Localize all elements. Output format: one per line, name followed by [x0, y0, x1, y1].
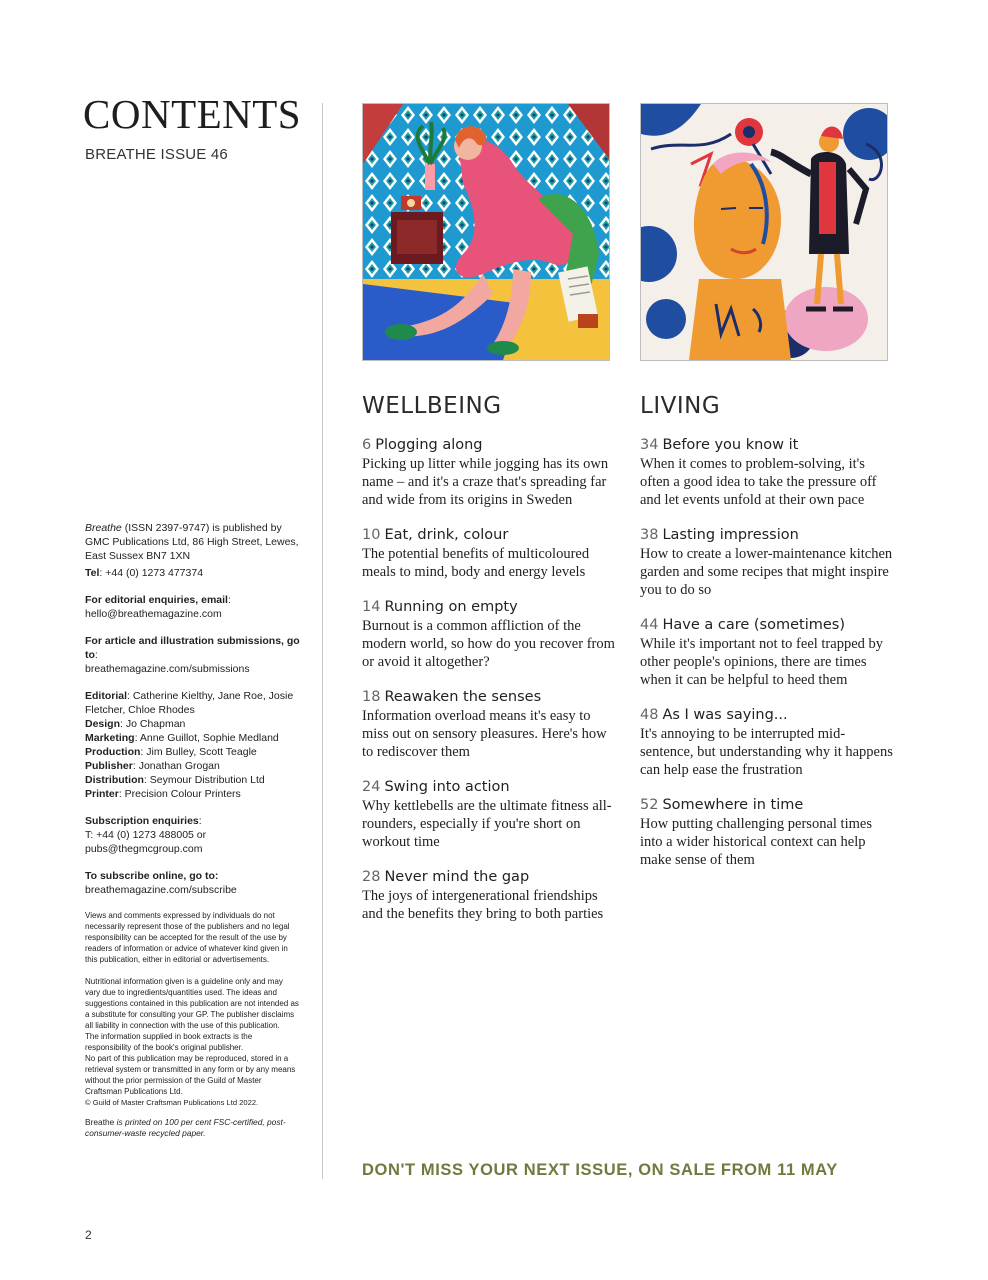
- contents-entry[interactable]: [640, 526, 895, 599]
- entry-description: Picking up litter while jogging has its own name – and it's a craze that's spreading far and wide from its origins in Sweden: [362, 456, 609, 508]
- reclining-woman-illustration: [363, 104, 609, 360]
- staff-names: : Seymour Distribution Ltd: [143, 774, 265, 786]
- page-ref-number: 38: [640, 527, 659, 543]
- staff-names: : Jo Chapman: [120, 718, 186, 730]
- entry-title: [362, 436, 617, 455]
- entry-title: [640, 796, 895, 815]
- subscribe-online: [85, 869, 300, 897]
- entry-description: Information overload means it's easy to miss out on sensory pleasures. Here's how to rediscover them: [362, 708, 607, 760]
- entry-title-text: As I was saying...: [662, 707, 788, 723]
- entry-title: [640, 526, 895, 545]
- entry-title-text: Have a care (sometimes): [662, 617, 845, 633]
- contents-entry[interactable]: [640, 616, 895, 689]
- entry-title-text: Reawaken the senses: [384, 689, 542, 705]
- staff-credit-line: [85, 788, 241, 800]
- subscribe-online-label: To subscribe online, go to:: [85, 870, 219, 882]
- staff-names: : Precision Colour Printers: [118, 788, 241, 800]
- staff-names: : Jonathan Grogan: [132, 760, 220, 772]
- entry-description: The joys of intergenerational friendships and the benefits they bring to both parties: [362, 888, 604, 922]
- editorial-email-link[interactable]: hello@breathemagazine.com: [85, 608, 222, 620]
- next-issue-promo: DON'T MISS YOUR NEXT ISSUE, ON SALE FROM 11 MAY: [362, 1161, 838, 1179]
- living-list: [640, 436, 895, 869]
- contents-entry[interactable]: [640, 706, 895, 779]
- page-ref-number: 6: [362, 437, 372, 453]
- entry-description: While it's important not to feel trapped by other people's opinions, there are times when it can be helpful to heed them: [640, 636, 884, 688]
- living-heading: LIVING: [640, 393, 721, 419]
- entry-title-text: Eat, drink, colour: [384, 527, 509, 543]
- submissions-link[interactable]: breathemagazine.com/submissions: [85, 663, 250, 675]
- entry-title-text: Never mind the gap: [384, 869, 530, 885]
- paper-statement: is printed on 100 per cent FSC-certified, post-consumer-waste recycled paper.: [85, 1117, 286, 1138]
- living-section: [640, 393, 895, 886]
- staff-credit-line: [85, 746, 257, 758]
- tel-label: Tel: [85, 567, 100, 579]
- disclaimer-views: Views and comments expressed by individuals do not necessarily represent those of the publishers and no legal responsibility can be accepted for the result of the use by readers of information or advice of whatever kind given in this publication, either in editorial or advertisements.: [85, 911, 290, 964]
- contents-entry[interactable]: [362, 778, 617, 851]
- contents-entry[interactable]: [362, 436, 617, 509]
- page-ref-number: 28: [362, 869, 381, 885]
- telephone: [85, 566, 300, 580]
- living-illustration: [640, 103, 888, 361]
- contents-entry[interactable]: [362, 598, 617, 671]
- page-ref-number: 48: [640, 707, 659, 723]
- staff-names: : Catherine Kielthy, Jane Roe, Josie Fletcher, Chloe Rhodes: [85, 690, 294, 716]
- subscription-colon: :: [198, 815, 202, 827]
- entry-title: [640, 436, 895, 455]
- disclaimer-legal: [85, 976, 300, 1108]
- staff-credit-line: [85, 732, 279, 744]
- wellbeing-illustration: [362, 103, 610, 361]
- staff-role: Production: [85, 746, 141, 758]
- wellbeing-heading: WELLBEING: [362, 393, 502, 419]
- page-ref-number: 52: [640, 797, 659, 813]
- staff-names: : Jim Bulley, Scott Teagle: [140, 746, 257, 758]
- tel-value: : +44 (0) 1273 477374: [99, 567, 204, 579]
- entry-description: When it comes to problem-solving, it's often a good idea to take the pressure off and let events unfold at their own pace: [640, 456, 877, 508]
- entry-title: [362, 526, 617, 545]
- entry-title-text: Before you know it: [662, 437, 799, 453]
- staff-role: Publisher: [85, 760, 133, 772]
- staff-role: Marketing: [85, 732, 135, 744]
- subscribe-link[interactable]: breathemagazine.com/subscribe: [85, 884, 237, 896]
- subscription-email-link[interactable]: pubs@thegmcgroup.com: [85, 843, 203, 855]
- entry-description: How to create a lower-maintenance kitchen garden and some recipes that might inspire you to do so: [640, 546, 893, 598]
- disclaimer-reproduction: No part of this publication may be reproduced, stored in a retrieval system or transmitted in any form or by any means without the prior permission of the Guild of Master Craftsman Publications Ltd.: [85, 1054, 296, 1096]
- contents-entry[interactable]: [362, 688, 617, 761]
- staff-role: Distribution: [85, 774, 144, 786]
- entry-title: [362, 868, 617, 887]
- paper-note: [85, 1117, 300, 1139]
- entry-title: [362, 778, 617, 797]
- issue-label: BREATHE ISSUE 46: [85, 146, 228, 163]
- contents-entry[interactable]: [640, 436, 895, 509]
- entry-title: [640, 706, 895, 725]
- entry-title-text: Lasting impression: [662, 527, 799, 543]
- staff-credit-line: [85, 690, 293, 716]
- entry-title-text: Swing into action: [384, 779, 510, 795]
- publisher-address: (ISSN 2397-9747) is published by GMC Publications Ltd, 86 High Street, Lewes, East Sussex BN7 1XN: [85, 522, 299, 562]
- entry-title: [362, 598, 617, 617]
- entry-description: It's annoying to be interrupted mid-sentence, but understanding why it happens can help ease the frustration: [640, 726, 893, 778]
- editorial-colon: :: [227, 594, 231, 606]
- editorial-label: For editorial enquiries, email: [85, 594, 228, 606]
- page-ref-number: 18: [362, 689, 381, 705]
- staff-credit-line: [85, 718, 185, 730]
- contents-entry[interactable]: [362, 868, 617, 923]
- submissions-label: For article and illustration submissions, go to: [85, 635, 300, 661]
- entry-description: Burnout is a common affliction of the modern world, so how do you recover from or avoid it altogether?: [362, 618, 615, 670]
- staff-credits: [85, 689, 300, 801]
- wellbeing-section: [362, 393, 617, 940]
- staff-names: : Anne Guillot, Sophie Medland: [134, 732, 279, 744]
- staff-credit-line: [85, 760, 220, 772]
- entry-description: How putting challenging personal times into a wider historical context can help make sense of them: [640, 816, 872, 868]
- imprint-block: [85, 521, 300, 1152]
- entry-description: Why kettlebells are the ultimate fitness all-rounders, especially if you're short on workout time: [362, 798, 612, 850]
- entry-title: [362, 688, 617, 707]
- staff-role: Printer: [85, 788, 119, 800]
- staff-role: Editorial: [85, 690, 128, 702]
- staff-role: Design: [85, 718, 121, 730]
- page-title: CONTENTS: [83, 91, 302, 137]
- entry-description: The potential benefits of multicoloured meals to mind, body and energy levels: [362, 546, 590, 580]
- contents-entry[interactable]: [640, 796, 895, 869]
- copyright: © Guild of Master Craftsman Publications Ltd 2022.: [85, 1098, 259, 1107]
- contents-entry[interactable]: [362, 526, 617, 581]
- editorial-enquiries: [85, 593, 300, 621]
- subscription-phone: T: +44 (0) 1273 488005 or: [85, 829, 207, 841]
- wellbeing-list: [362, 436, 617, 923]
- page-ref-number: 24: [362, 779, 381, 795]
- column-divider: [322, 103, 323, 1179]
- disclaimer-extracts: The information supplied in book extracts is the responsibility of the book's original publisher.: [85, 1032, 253, 1052]
- two-figures-illustration: [641, 104, 887, 360]
- entry-title: [640, 616, 895, 635]
- subscription-label: Subscription enquiries: [85, 815, 199, 827]
- page-ref-number: 14: [362, 599, 381, 615]
- entry-title-text: Plogging along: [375, 437, 483, 453]
- disclaimer-nutrition: Nutritional information given is a guideline only and may vary due to ingredients/quantities used. The ideas and suggestions contained in this publication are not intended as a substitute for consulting your GP. The publisher disclaims all liability in connection with the use of this publication.: [85, 977, 299, 1030]
- page-ref-number: 34: [640, 437, 659, 453]
- submissions-colon: :: [94, 649, 98, 661]
- page-number: 2: [85, 1228, 92, 1242]
- publisher-info: [85, 521, 300, 563]
- page-ref-number: 10: [362, 527, 381, 543]
- publication-name: Breathe: [85, 522, 122, 534]
- staff-credit-line: [85, 774, 265, 786]
- submissions-info: [85, 634, 300, 676]
- page-ref-number: 44: [640, 617, 659, 633]
- paper-publication-name: Breathe: [85, 1117, 115, 1127]
- subscription-enquiries: [85, 814, 300, 856]
- entry-title-text: Somewhere in time: [662, 797, 804, 813]
- entry-title-text: Running on empty: [384, 599, 518, 615]
